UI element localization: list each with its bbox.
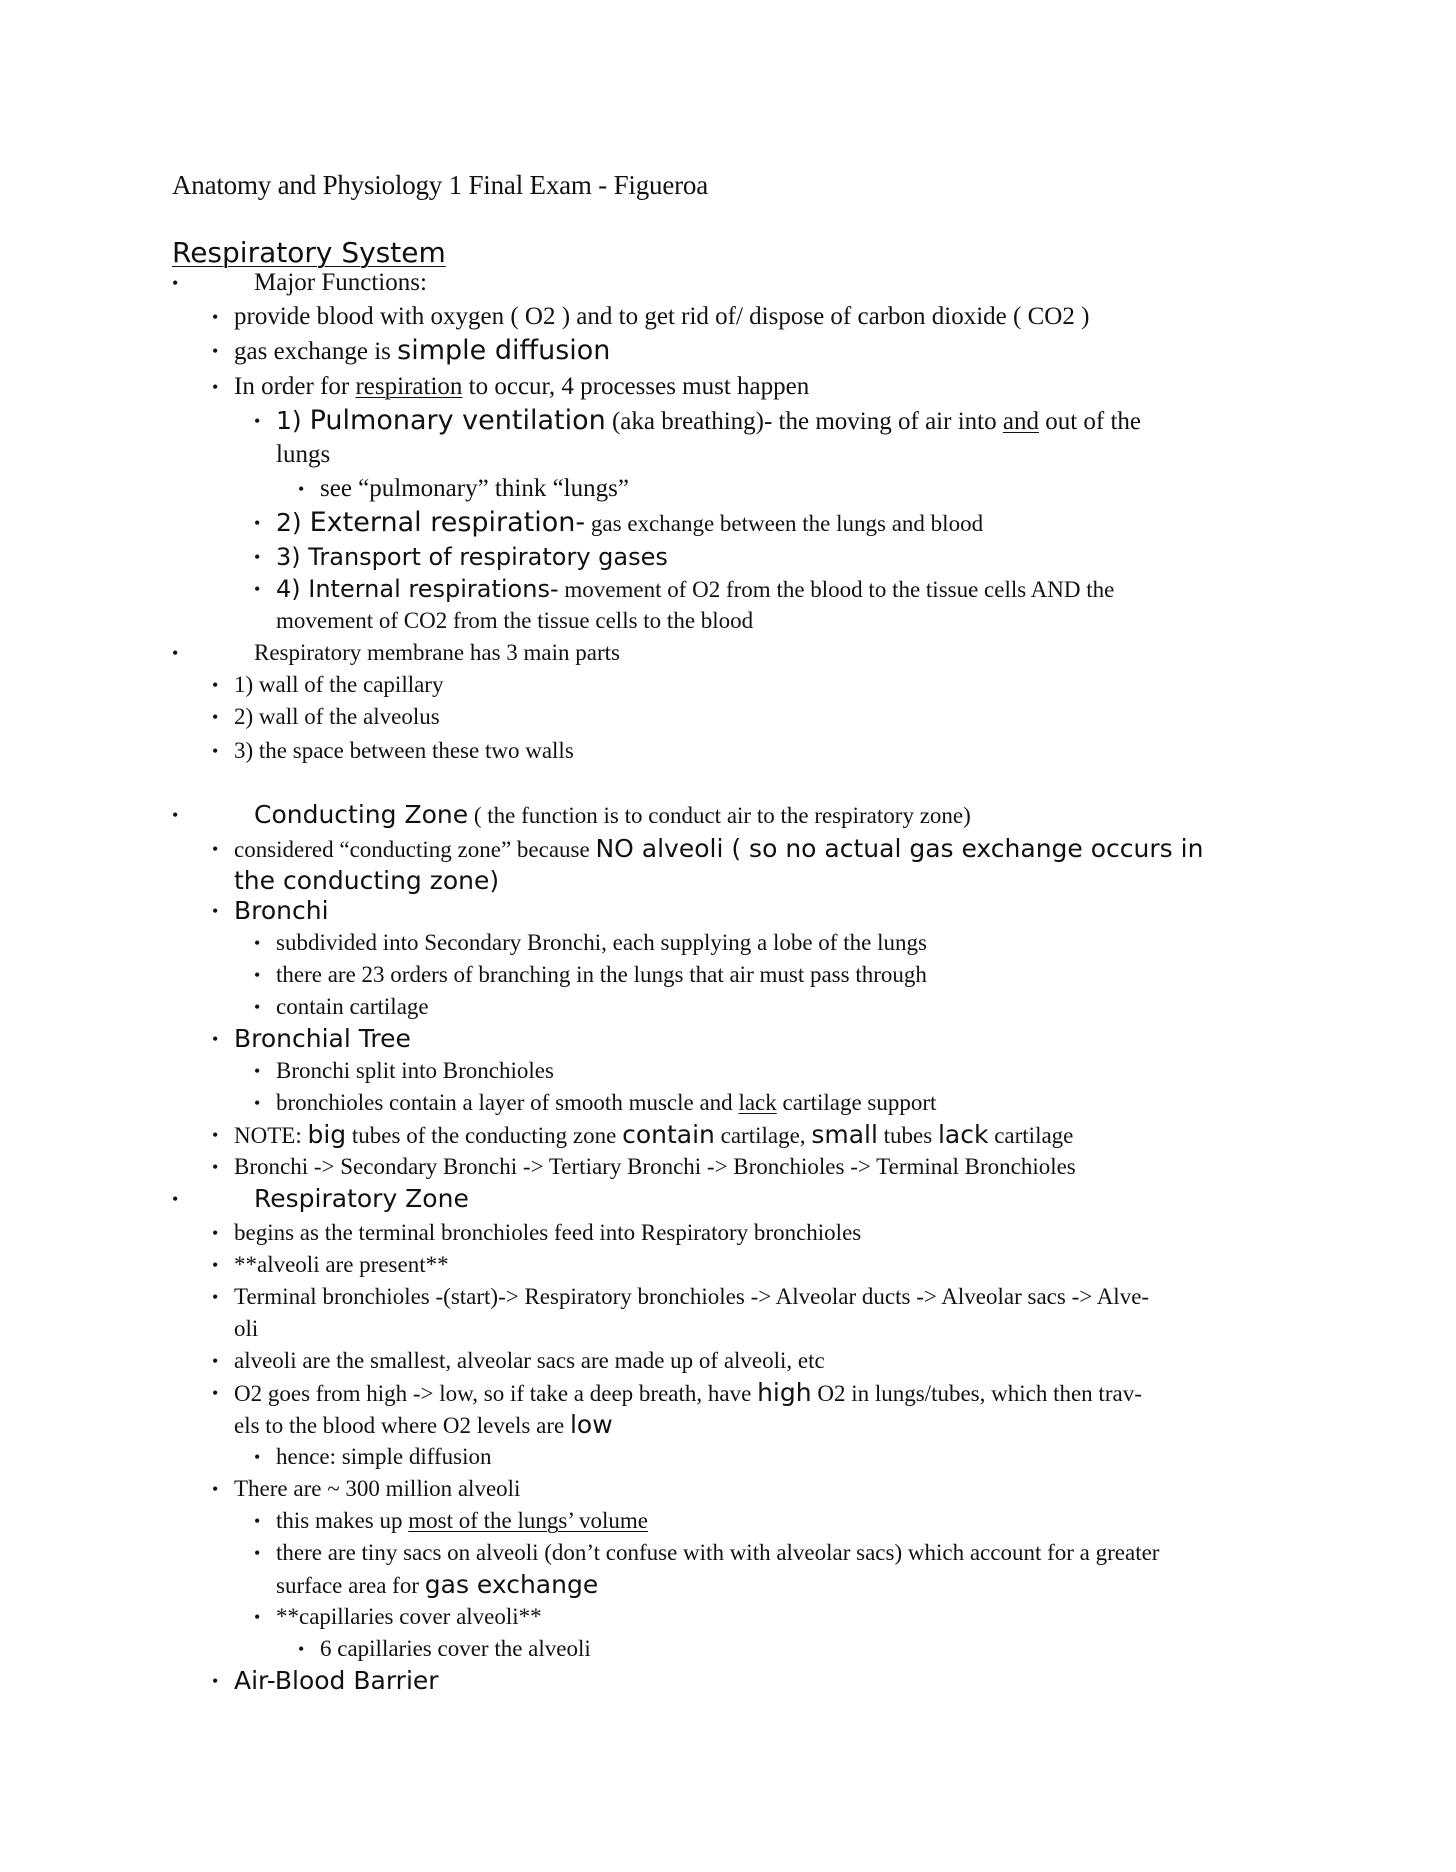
document-title: Anatomy and Physiology 1 Final Exam - Figueroa bbox=[172, 170, 708, 200]
bullet: • bbox=[172, 1189, 179, 1209]
bullet: • bbox=[254, 1511, 261, 1531]
bullet: • bbox=[212, 1157, 219, 1177]
bullet: • bbox=[212, 1223, 219, 1243]
bullet: • bbox=[212, 1255, 219, 1275]
bullet: • bbox=[212, 1351, 219, 1371]
bullet: • bbox=[212, 341, 219, 361]
bullet: • bbox=[254, 997, 261, 1017]
bullet: • bbox=[212, 1383, 219, 1403]
bullet: • bbox=[212, 901, 219, 921]
bullet: • bbox=[298, 479, 305, 499]
bullet: • bbox=[254, 1093, 261, 1113]
bullet: • bbox=[254, 1447, 261, 1467]
bullet: • bbox=[212, 1671, 219, 1691]
bullet: • bbox=[254, 547, 261, 567]
bullet: • bbox=[172, 805, 179, 825]
bullet: • bbox=[172, 273, 179, 293]
bullet: • bbox=[254, 965, 261, 985]
bullet: • bbox=[254, 1607, 261, 1627]
section-heading: Respiratory System bbox=[172, 236, 446, 269]
bullet: • bbox=[254, 933, 261, 953]
bullet: • bbox=[254, 513, 261, 533]
bullet: • bbox=[212, 741, 219, 761]
bullet: • bbox=[212, 675, 219, 695]
bullet: • bbox=[172, 643, 179, 663]
bullet: • bbox=[212, 839, 219, 859]
notes-body: • Major Functions: • provide blood with oxygen ( O2 ) and to get rid of/ dispose of carbon dioxide ( CO2 ) • gas exchange is simple diffusion • In order for respiration to occur, 4 processes must happen • 1) Pulmonary ventilation (aka breathing)- the moving of air into and out of the lungs • see “pulmonary” think “lungs” • 2) External respiration- gas exchange between the lungs and blood • 3) Transport of respiratory gases • 4) Internal respirations- movement of O2 from the blood to the tissue cells AND the movement of CO2 from the tissue cells to the blood • Respiratory membrane has 3 main parts • 1) wall of the capillary • 2) wall of the alveolus • 3) the space between these two walls • Conducting Zone ( the function is to conduct air to the respiratory zone) • considered “conducting zone” because NO alveoli ( so no actual gas exchange occurs in the conducting zone) • Bronchi • subdivided into Secondary Bronchi, each supplying a lobe of the lungs • there are 23 orders of branching in the lungs that air must pass through • contain cartilage • Bronchial Tree • Bronchi split into Bronchioles • bronchioles contain a layer of smooth muscle and lack cartilage support • NOTE: big tubes of the conducting zone contain cartilage, small tubes lack cartilage • Bronchi -> Secondary Bronchi -> Tertiary Bronchi -> Bronchioles -> Terminal Bronchioles • Respiratory Zone • begins as the terminal bronchioles feed into Respiratory bronchioles • **alveoli are present** • Terminal bronchioles -(start)-> Respiratory bronchioles -> Alveolar ducts -> Alveolar sacs -> Alve- oli • alveoli are the smallest, alveolar sacs are made up of alveoli, etc • O2 goes from high -> low, so if take a deep breath, have high O2 in lungs/tubes, which then trav- els to the blood where O2 levels are low • hence: simple diffusion • There are ~ 300 million alveoli • this makes up most of the lungs’ volume • there are tiny sacs on alveoli (don’t confuse with with alveolar sacs) which account for a greater surface area for gas exchange • **capillaries cover alveoli** • 6 capillaries cover the alveoli • Air-Blood Barrier bbox=[172, 269, 1204, 1695]
bullet: • bbox=[298, 1639, 305, 1659]
bullet: • bbox=[212, 707, 219, 727]
bullet: • bbox=[212, 1029, 219, 1049]
bullet: • bbox=[212, 1287, 219, 1307]
bullet: • bbox=[212, 307, 219, 327]
bullet: • bbox=[254, 411, 261, 431]
bullet: • bbox=[212, 1479, 219, 1499]
bullet: • bbox=[212, 1125, 219, 1145]
bullet: • bbox=[254, 1061, 261, 1081]
bullet: • bbox=[254, 1543, 261, 1563]
bullet: • bbox=[254, 579, 261, 599]
bullet: • bbox=[212, 377, 219, 397]
